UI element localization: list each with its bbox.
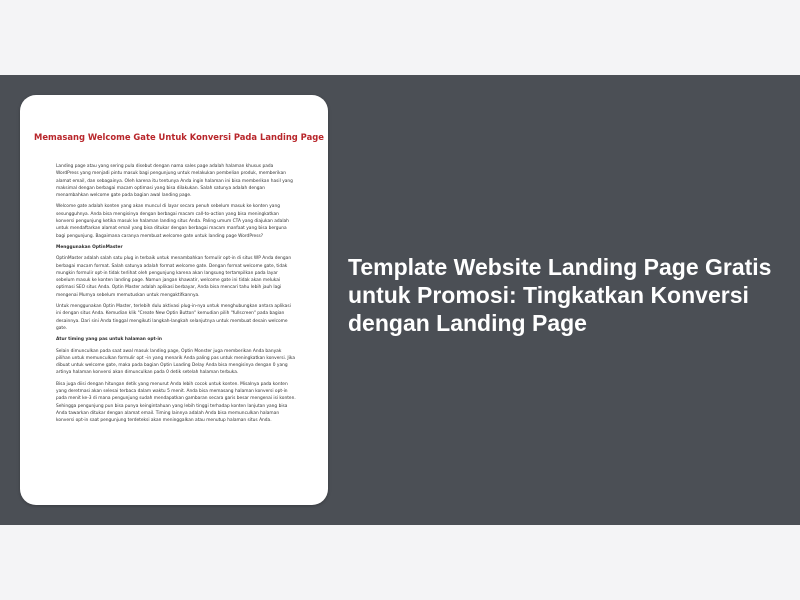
document-paragraph: Landing page atau yang sering pula disebut dengan nama sales page adalah halaman khusus pada WordPress yang menjadi pintu masuk bagi pengunjung untuk melakukan pembelian produk, memberikan alamat email, dan sebagainya. Oleh karena itu tentunya Anda ingin halaman ini bisa memberikan hasil yang maksimal dengan berbagai macam optimasi yang bisa dilakukan. Salah satunya adalah dengan menambahkan welcome gate pada bagian awal landing page.: [56, 164, 293, 199]
hero-banner: [0, 75, 800, 525]
hero-caption: Template Website Landing Page Gratis untuk Promosi: Tingkatkan Konversi dengan Landing Page: [348, 254, 772, 336]
document-paragraph: Welcome gate adalah konten yang akan muncul di layar secara penuh sebelum masuk ke konten yang sesungguhnya. Anda bisa mengisinya dengan berbagai macam call-to-action yang bisa meningkatkan konversi pengunjung ketika masuk ke halaman landing situs Anda. Paling umum CTA yang diajukan adalah untuk mendaftarkan alamat email yang bisa ditukar dengan berbagai macam manfaat yang bisa berguna bagi pengunjung. Bagaimana caranya membuat welcome gate untuk landing page WordPress?: [56, 204, 289, 239]
document-paragraph: Untuk menggunakan Optin Master, terlebih dulu aktivasi plug-in-nya untuk menghubungkan antara aplikasi ini dengan situs Anda. Kemudian klik "Create New Optin Button" kemudian pilih "fullscreen" pada bagian desainnya. Dari sini Anda tinggal mengikuti langkah-langkah selanjutnya untuk membuat desain welcome gate.: [56, 304, 291, 331]
document-title: Memasang Welcome Gate Untuk Konversi Pada Landing Page: [34, 132, 324, 142]
document-preview-card: [20, 95, 328, 505]
document-paragraph: Bisa juga diisi dengan hitungan detik yang menurut Anda lebih cocok untuk konten. Misalnya pada konten yang deretmasi akan selesai terbaca dalam waktu 5 menit. Anda bisa memasang halaman konversi opt-in pada menit ke-3 di mana pengunjung sudah mendapatkan gambaran secara garis besar mengenai isi konten. Sehingga pengunjung pun bisa punya keingintahuan yang lebih tinggi terhadap konten lanjutan yang bisa Anda tawarkan ditukar dengan alamat email. Timing lainnya adalah Anda bisa memunculkan halaman konversi opt-in saat pengunjung terdeteksi akan meninggalkan atau menutup halaman situs Anda.: [56, 381, 296, 424]
document-paragraph: OptinMaster adalah salah satu plug in terbaik untuk menambahkan formulir opt-in di situs WP Anda dengan berbagai macam format. Salah satunya adalah format welcome gate. Dengan format welcome gate, tidak mungkin formulir opt-in tidak terlihat oleh pengunjung karena akan langsung tertampilkan pada layar sebelum masuk ke konten landing page. Namun jangan khawatir, welcome gate ini tidak akan melukai optimasi SEO situs Anda. Optin Master adalah aplikasi berbayar, Anda bisa mencari tahu lebih jauh lagi mengenai Murnya sebelum memutuskan untuk mengaktifkannya.: [56, 256, 292, 298]
document-body: [56, 163, 296, 429]
document-subheading: Atur timing yang pas untuk halaman opt-in: [56, 337, 162, 343]
document-paragraph: Selain dimunculkan pada saat awal masuk landing page, Optin Monster juga memberikan Anda banyak pilihan untuk memunculkan formulir opt –in yang menarik Anda paling pas untuk meningkatkan konversi. Jika dibuat untuk welcome gate, maka pada bagian Optin Loading Delay Anda bisa mengisinya dengan 0 yang artinya halaman konversi akan dimunculkan pada 0 detik setelah halaman terbuka.: [56, 348, 296, 376]
document-subheading: Menggunakan OptinMaster: [56, 244, 123, 250]
